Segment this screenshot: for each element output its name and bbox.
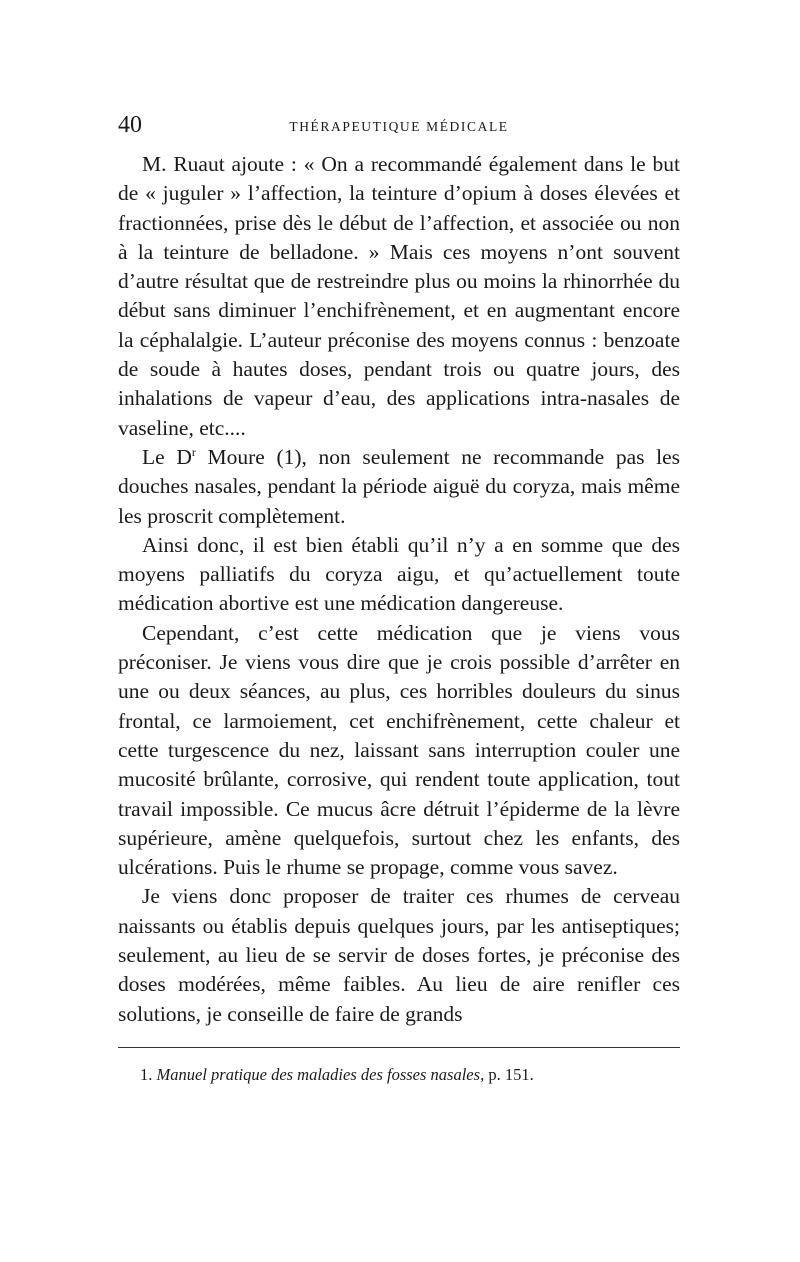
paragraph-2-start: Le D xyxy=(142,444,192,469)
running-title: THÉRAPEUTIQUE MÉDICALE xyxy=(289,119,509,134)
footnote xyxy=(118,1064,680,1086)
paragraph-5: Je viens donc proposer de traiter ces rhumes de cerveau naissants ou établis depuis quelques jours, par les antiseptiques; seulement, au lieu de se servir de doses fortes, je préconise des doses modérées, même faibles. Au lieu de aire renifler ces solutions, je conseille de faire de grands xyxy=(118,884,680,1026)
running-head xyxy=(118,108,680,142)
doctor-abbrev-superscript: r xyxy=(191,444,196,459)
book-page xyxy=(118,108,680,1086)
paragraph-3: Ainsi donc, il est bien établi qu’il n’y a en somme que des moyens palliatifs du coryza aigu, et qu’actuellement toute médication abortive est une médication dangereuse. xyxy=(118,532,680,616)
page-number: 40 xyxy=(118,112,142,138)
footnote-rule xyxy=(118,1047,680,1048)
paragraph-1: M. Ruaut ajoute : « On a recommandé également dans le but de « juguler » l’affection, la teinture d’opium à doses élevées et fractionnées, prise dès le début de l’affection, et associée ou non à la teinture de belladone. » Mais ces moyens n’ont souvent d’autre résultat que de restreindre plus ou moins la rhinorrhée du début sans diminuer l’enchifrènement, et en augmentant encore la céphalalgie. L’auteur préconise des moyens connus : benzoate de soude à hautes doses, pendant trois ou quatre jours, des inhalations de vapeur d’eau, des applications intra-nasales de vaseline, etc.... xyxy=(118,152,680,440)
footnote-number: 1. xyxy=(140,1064,153,1084)
footnote-page-ref: , p. 151. xyxy=(480,1064,534,1084)
paragraph-2-rest: Moure (1), non seulement ne recommande pas les douches nasales, pendant la période aiguë du coryza, mais même les proscrit complètement. xyxy=(118,444,680,528)
footnote-title: Manuel pratique des maladies des fosses nasales xyxy=(156,1064,481,1084)
paragraph-2 xyxy=(118,443,680,531)
paragraph-4: Cependant, c’est cette médication que je viens vous préconiser. Je viens vous dire que je crois possible d’arrêter en une ou deux séances, au plus, ces horribles douleurs du sinus frontal, ce larmoiement, cet enchifrènement, cette chaleur et cette turgescence du nez, laissant sans interruption couler une mucosité brûlante, corrosive, qui rendent toute application, tout travail impossible. Ce mucus âcre détruit l’épiderme de la lèvre supérieure, amène quelquefois, surtout chez les enfants, des ulcérations. Puis le rhume se propage, comme vous savez. xyxy=(118,620,680,880)
body-text xyxy=(118,150,680,1029)
